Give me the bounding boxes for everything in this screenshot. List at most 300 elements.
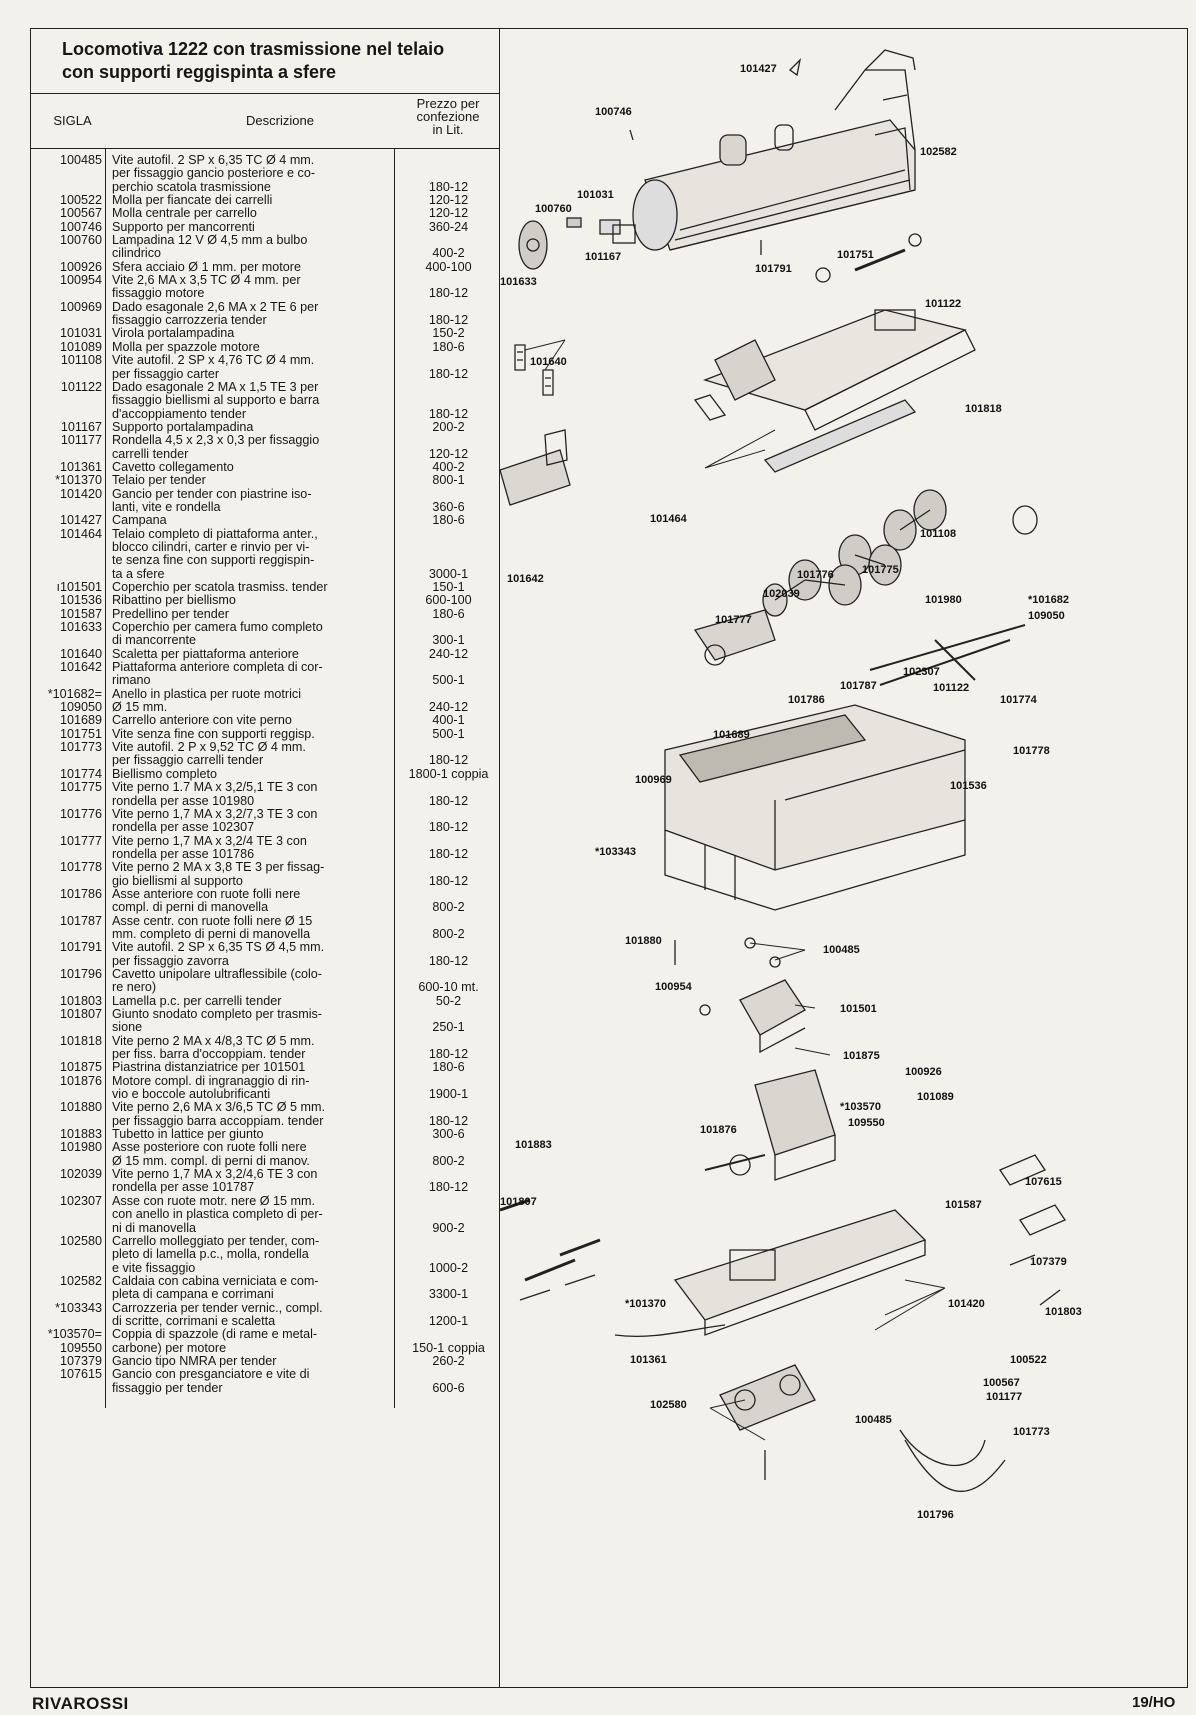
part-description bbox=[108, 514, 399, 527]
part-code bbox=[36, 1195, 108, 1235]
part-code-line: 100760 bbox=[59, 233, 102, 248]
label-100522: 100522 bbox=[1010, 1354, 1047, 1366]
label-100485-a: 100485 bbox=[823, 944, 860, 956]
table-row bbox=[36, 648, 498, 661]
description-line: Rondella 4,5 x 2,3 x 0,3 per fissaggio bbox=[112, 433, 320, 448]
label-101089: 101089 bbox=[917, 1091, 954, 1103]
part-price: 400-2 bbox=[432, 246, 465, 261]
description-line: Lampadina 12 V Ø 4,5 mm a bulbo bbox=[112, 233, 308, 248]
part-code-line: 100485 bbox=[59, 153, 102, 167]
part-price: 360-24 bbox=[428, 219, 469, 234]
part-price: 600-100 bbox=[425, 593, 472, 608]
part-price: 180-12 bbox=[428, 1180, 469, 1195]
label-101786: 101786 bbox=[788, 694, 825, 706]
description-line: per fissaggio zavorra bbox=[112, 953, 229, 968]
label-100567: 100567 bbox=[983, 1377, 1020, 1389]
part-description bbox=[108, 528, 399, 581]
description-line: ni di manovella bbox=[112, 1220, 197, 1235]
description-line: ta a sfere bbox=[112, 566, 165, 581]
part-description bbox=[108, 594, 399, 607]
part-code-line: 101122 bbox=[60, 379, 102, 394]
part-price: 500-1 bbox=[432, 726, 465, 741]
part-code-line: ı101501 bbox=[56, 580, 102, 594]
description-line: pleta di campana e corrimani bbox=[112, 1287, 274, 1302]
description-line: fissaggio carrozzeria tender bbox=[112, 313, 267, 328]
part-code bbox=[36, 1008, 108, 1035]
part-code bbox=[36, 221, 108, 234]
part-description bbox=[108, 461, 399, 474]
description-line: carbone) per motore bbox=[112, 1340, 227, 1355]
label-101536: 101536 bbox=[950, 780, 987, 792]
part-description bbox=[108, 1008, 399, 1035]
part-code-line: 101778 bbox=[59, 860, 102, 875]
description-line: blocco cilindri, carter e rinvio per vi- bbox=[112, 539, 310, 554]
label-101773: 101773 bbox=[1013, 1426, 1050, 1438]
description-line: Vite perno 1,7 MA x 3,2/7,3 TE 3 con bbox=[112, 806, 318, 821]
part-price: 300-6 bbox=[432, 1127, 465, 1142]
description-line: Ø 15 mm. bbox=[112, 700, 168, 715]
part-price: 180-12 bbox=[428, 873, 469, 888]
part-description bbox=[108, 835, 399, 862]
part-description bbox=[108, 1141, 399, 1168]
label-101791: 101791 bbox=[755, 263, 792, 275]
label-103570: *103570 bbox=[840, 1101, 881, 1113]
table-row bbox=[36, 461, 498, 474]
label-101122-a: 101122 bbox=[925, 298, 962, 310]
part-code bbox=[36, 781, 108, 808]
table-row bbox=[36, 381, 498, 421]
label-102039: 102039 bbox=[763, 588, 800, 600]
label-101818: 101818 bbox=[965, 403, 1002, 415]
part-code bbox=[36, 154, 108, 194]
table-row bbox=[36, 835, 498, 862]
part-code bbox=[36, 421, 108, 434]
description-line: lanti, vite e rondella bbox=[112, 499, 221, 514]
label-101464: 101464 bbox=[650, 513, 687, 525]
part-code-line: 107615 bbox=[59, 1367, 102, 1382]
part-code-line: 101803 bbox=[59, 993, 102, 1008]
part-code-line: 101875 bbox=[59, 1060, 102, 1075]
description-line: fissaggio per tender bbox=[112, 1380, 223, 1395]
part-code-line: 101089 bbox=[59, 339, 102, 354]
part-code-line: 101536 bbox=[59, 593, 102, 608]
description-line: fissaggio motore bbox=[112, 286, 205, 301]
label-101587: 101587 bbox=[945, 1199, 982, 1211]
part-code bbox=[36, 1355, 108, 1368]
table-row bbox=[36, 861, 498, 888]
part-code bbox=[36, 194, 108, 207]
table-row bbox=[36, 741, 498, 768]
column-header-prezzo bbox=[396, 97, 500, 136]
header-rule-top bbox=[30, 93, 500, 94]
part-description bbox=[108, 1128, 399, 1141]
table-row bbox=[36, 1008, 498, 1035]
part-description bbox=[108, 301, 399, 328]
table-row bbox=[36, 888, 498, 915]
part-code-line: 101775 bbox=[59, 780, 102, 795]
part-code bbox=[36, 234, 108, 261]
table-row bbox=[36, 1101, 498, 1128]
part-code bbox=[36, 1075, 108, 1102]
part-price: 180-6 bbox=[432, 1060, 465, 1075]
label-100926: 100926 bbox=[905, 1066, 942, 1078]
description-line: carrelli tender bbox=[112, 446, 189, 461]
part-description bbox=[108, 1101, 399, 1128]
table-row bbox=[36, 261, 498, 274]
part-description bbox=[108, 728, 399, 741]
label-101876: 101876 bbox=[700, 1124, 737, 1136]
label-100746: 100746 bbox=[595, 106, 632, 118]
part-description bbox=[108, 381, 399, 421]
part-code-line: 101786 bbox=[59, 886, 102, 901]
part-code bbox=[36, 688, 108, 715]
part-code-line: 102307 bbox=[59, 1193, 102, 1208]
part-code bbox=[36, 1328, 108, 1355]
part-price: 180-6 bbox=[432, 513, 465, 528]
description-line: Molla centrale per carrello bbox=[112, 206, 257, 221]
description-line: per fissaggio barra accoppiam. tender bbox=[112, 1113, 324, 1128]
part-code-line: 101773 bbox=[59, 740, 102, 755]
part-code-line: *103570= bbox=[47, 1327, 102, 1342]
description-line: Vite perno 1,7 MA x 3,2/4,6 TE 3 con bbox=[112, 1167, 318, 1182]
part-code bbox=[36, 261, 108, 274]
part-code bbox=[36, 381, 108, 421]
title-line-2: con supporti reggispinta a sfere bbox=[62, 62, 337, 82]
part-code-line: 101640 bbox=[59, 646, 102, 661]
title-line-1: Locomotiva 1222 con trasmissione nel telaio bbox=[62, 39, 445, 59]
description-line: Vite 2,6 MA x 3,5 TC Ø 4 mm. per bbox=[112, 273, 301, 288]
part-price: 120-12 bbox=[428, 193, 469, 208]
part-price: 180-12 bbox=[428, 286, 469, 301]
label-102580: 102580 bbox=[650, 1399, 687, 1411]
parts-table bbox=[36, 154, 498, 1395]
description-line: pleto di lamella p.c., molla, rondella bbox=[112, 1247, 309, 1262]
part-description bbox=[108, 274, 399, 301]
description-line: re nero) bbox=[112, 980, 157, 995]
description-line: per fissaggio carter bbox=[112, 366, 220, 381]
label-101122-b: 101122 bbox=[933, 682, 970, 694]
part-price: 300-1 bbox=[432, 633, 465, 648]
table-row bbox=[36, 968, 498, 995]
part-price: 180-12 bbox=[428, 753, 469, 768]
prezzo-line-1: Prezzo per bbox=[416, 96, 480, 111]
label-101640: 101640 bbox=[530, 356, 567, 368]
table-row bbox=[36, 1128, 498, 1141]
label-101880: 101880 bbox=[625, 935, 662, 947]
part-code bbox=[36, 648, 108, 661]
table-row bbox=[36, 1075, 498, 1102]
part-description bbox=[108, 1328, 399, 1355]
table-row bbox=[36, 621, 498, 648]
part-code bbox=[36, 835, 108, 862]
part-description bbox=[108, 421, 399, 434]
description-line: Campana bbox=[112, 513, 167, 528]
description-line: Telaio completo di piattaforma anter., bbox=[112, 526, 318, 541]
part-description bbox=[108, 608, 399, 621]
part-price: 400-100 bbox=[425, 259, 472, 274]
part-price: 800-1 bbox=[432, 473, 465, 488]
description-line: Sfera acciaio Ø 1 mm. per motore bbox=[112, 259, 301, 274]
label-109550: 109550 bbox=[848, 1117, 885, 1129]
part-price: 500-1 bbox=[432, 673, 465, 688]
part-code-line: 101427 bbox=[59, 513, 102, 528]
label-107615: 107615 bbox=[1025, 1176, 1062, 1188]
table-row bbox=[36, 234, 498, 261]
part-description bbox=[108, 1195, 399, 1235]
part-description bbox=[108, 621, 399, 648]
table-row bbox=[36, 1355, 498, 1368]
description-line: Dado esagonale 2 MA x 1,5 TE 3 per bbox=[112, 379, 319, 394]
part-description bbox=[108, 1168, 399, 1195]
part-description bbox=[108, 861, 399, 888]
part-code-line: 109550 bbox=[59, 1340, 102, 1355]
part-code bbox=[36, 995, 108, 1008]
part-code bbox=[36, 1368, 108, 1395]
table-row bbox=[36, 488, 498, 515]
part-code bbox=[36, 301, 108, 328]
page-title bbox=[62, 38, 492, 84]
part-code bbox=[36, 1275, 108, 1302]
description-line: Piattaforma anteriore completa di cor- bbox=[112, 660, 323, 675]
part-code bbox=[36, 581, 108, 594]
part-description bbox=[108, 194, 399, 207]
smokebox-cover-drawing bbox=[519, 221, 547, 269]
motor-cover-drawing bbox=[675, 938, 805, 1052]
label-101633: 101633 bbox=[500, 276, 537, 288]
description-line: sione bbox=[112, 1020, 143, 1035]
label-102307: 102307 bbox=[903, 666, 940, 678]
label-100760: 100760 bbox=[535, 203, 572, 215]
description-line: Asse anteriore con ruote folli nere bbox=[112, 886, 301, 901]
label-100485-b: 100485 bbox=[855, 1414, 892, 1426]
part-price: 1000-2 bbox=[428, 1260, 469, 1275]
table-row bbox=[36, 207, 498, 220]
part-price: 250-1 bbox=[432, 1020, 465, 1035]
wheelsets-drawing bbox=[763, 490, 1037, 616]
table-row bbox=[36, 781, 498, 808]
description-line: rondella per asse 102307 bbox=[112, 820, 255, 835]
part-code-line: 101876 bbox=[59, 1073, 102, 1088]
description-line: rondella per asse 101787 bbox=[112, 1180, 255, 1195]
part-code-line: 101807 bbox=[59, 1007, 102, 1021]
part-price: 180-12 bbox=[428, 366, 469, 381]
part-price: 180-6 bbox=[432, 339, 465, 354]
part-code bbox=[36, 474, 108, 487]
label-100969: 100969 bbox=[635, 774, 672, 786]
part-description bbox=[108, 1075, 399, 1102]
description-line: Molla per spazzole motore bbox=[112, 339, 260, 354]
part-description bbox=[108, 221, 399, 234]
part-description bbox=[108, 995, 399, 1008]
label-101682: *101682 bbox=[1028, 594, 1069, 606]
part-description bbox=[108, 648, 399, 661]
part-code-line: 101774 bbox=[59, 766, 102, 781]
part-code-line: 101796 bbox=[59, 966, 102, 981]
table-row bbox=[36, 995, 498, 1008]
part-price: 180-12 bbox=[428, 1113, 469, 1128]
label-101108: 101108 bbox=[920, 528, 957, 540]
part-description bbox=[108, 488, 399, 515]
part-description bbox=[108, 1275, 399, 1302]
description-line: rondella per asse 101786 bbox=[112, 846, 255, 861]
table-row bbox=[36, 1368, 498, 1395]
part-price: 150-1 coppia bbox=[412, 1340, 485, 1355]
part-code-line: 101108 bbox=[60, 353, 102, 368]
part-code-line: 101787 bbox=[59, 913, 102, 928]
description-line: Vite perno 1,7 MA x 3,2/4 TE 3 con bbox=[112, 833, 307, 848]
part-code-line: 101791 bbox=[59, 940, 102, 955]
part-price: 360-6 bbox=[432, 499, 465, 514]
part-price: 180-12 bbox=[428, 793, 469, 808]
description-line: cilindrico bbox=[112, 246, 161, 261]
description-line: Vite senza fine con supporti reggisp. bbox=[112, 726, 315, 741]
label-101803: 101803 bbox=[1045, 1306, 1082, 1318]
part-code bbox=[36, 768, 108, 781]
part-code-line: 101642 bbox=[59, 660, 102, 675]
description-line: d'accoppiamento tender bbox=[112, 406, 247, 421]
description-line: Virola portalampadina bbox=[112, 326, 235, 341]
part-code bbox=[36, 1141, 108, 1168]
part-code-line: 101420 bbox=[59, 486, 102, 501]
table-row bbox=[36, 1195, 498, 1235]
table-row bbox=[36, 688, 498, 715]
table-row bbox=[36, 421, 498, 434]
description-line: di mancorrente bbox=[112, 633, 196, 648]
part-code-line: 101167 bbox=[60, 419, 102, 434]
table-row bbox=[36, 1235, 498, 1275]
description-line: Cavetto collegamento bbox=[112, 459, 234, 474]
part-code-line: *101682= bbox=[47, 686, 102, 701]
part-description bbox=[108, 581, 399, 594]
part-description bbox=[108, 1061, 399, 1074]
part-description bbox=[108, 915, 399, 942]
part-price: 180-6 bbox=[432, 606, 465, 621]
part-code bbox=[36, 941, 108, 968]
part-code bbox=[36, 888, 108, 915]
description-line: vio e boccole autolubrificanti bbox=[112, 1087, 271, 1102]
part-price: 150-2 bbox=[432, 326, 465, 341]
label-101807: 101807 bbox=[500, 1196, 537, 1208]
label-101689: 101689 bbox=[713, 729, 750, 741]
description-line: Supporto portalampadina bbox=[112, 419, 254, 434]
part-code-line: 101361 bbox=[59, 459, 102, 474]
column-header-sigla: SIGLA bbox=[53, 113, 92, 128]
description-line: Cavetto unipolare ultraflessibile (colo- bbox=[112, 966, 322, 981]
part-code bbox=[36, 434, 108, 461]
table-row bbox=[36, 1035, 498, 1062]
part-description bbox=[108, 474, 399, 487]
description-line: Asse centr. con ruote folli nere Ø 15 bbox=[112, 913, 313, 928]
description-line: Vite perno 2 MA x 4/8,3 TC Ø 5 mm. bbox=[112, 1033, 315, 1048]
part-description bbox=[108, 968, 399, 995]
table-row bbox=[36, 221, 498, 234]
part-code bbox=[36, 1168, 108, 1195]
brand-name: RIVAROSSI bbox=[32, 1694, 129, 1713]
part-description bbox=[108, 1368, 399, 1395]
part-price: 50-2 bbox=[435, 993, 462, 1008]
label-101776: 101776 bbox=[797, 569, 834, 581]
part-price: 180-12 bbox=[428, 953, 469, 968]
description-line: Dado esagonale 2,6 MA x 2 TE 6 per bbox=[112, 299, 319, 314]
description-line: Gancio tipo NMRA per tender bbox=[112, 1353, 277, 1368]
part-code bbox=[36, 861, 108, 888]
table-row bbox=[36, 301, 498, 328]
part-code bbox=[36, 528, 108, 581]
table-row bbox=[36, 1275, 498, 1302]
part-price: 120-12 bbox=[428, 206, 469, 221]
part-description bbox=[108, 1302, 399, 1329]
description-line: Carrello anteriore con vite perno bbox=[112, 713, 292, 728]
part-description bbox=[108, 714, 399, 727]
part-price: 800-2 bbox=[432, 1153, 465, 1168]
description-line: rondella per asse 101980 bbox=[112, 793, 255, 808]
label-101796: 101796 bbox=[917, 1509, 954, 1521]
part-code-line: 101177 bbox=[60, 433, 102, 448]
label-101778: 101778 bbox=[1013, 745, 1050, 757]
ladders-platform-drawing bbox=[500, 345, 570, 505]
label-101777: 101777 bbox=[715, 614, 752, 626]
part-code bbox=[36, 274, 108, 301]
part-code bbox=[36, 1035, 108, 1062]
part-price: 180-12 bbox=[428, 406, 469, 421]
part-description bbox=[108, 327, 399, 340]
part-code bbox=[36, 461, 108, 474]
label-101420: 101420 bbox=[948, 1298, 985, 1310]
part-description bbox=[108, 661, 399, 688]
description-line: Anello in plastica per ruote motrici bbox=[112, 686, 301, 701]
table-row bbox=[36, 768, 498, 781]
table-row bbox=[36, 594, 498, 607]
description-line: per fissaggio carrelli tender bbox=[112, 753, 264, 768]
part-code-line: 100522 bbox=[59, 193, 102, 208]
part-price: 1200-1 bbox=[428, 1313, 469, 1328]
description-line: gio biellismi al supporto bbox=[112, 873, 243, 888]
description-line: compl. di perni di manovella bbox=[112, 900, 269, 915]
part-description bbox=[108, 234, 399, 261]
part-code bbox=[36, 1128, 108, 1141]
part-code-line: 101980 bbox=[59, 1140, 102, 1155]
description-line: Gancio per tender con piastrine iso- bbox=[112, 486, 312, 501]
description-line: Vite autofil. 2 SP x 6,35 TC Ø 4 mm. bbox=[112, 153, 315, 167]
part-code bbox=[36, 207, 108, 220]
description-line: Carrello molleggiato per tender, com- bbox=[112, 1233, 320, 1248]
label-101370: *101370 bbox=[625, 1298, 666, 1310]
part-code-line: 101751 bbox=[59, 726, 102, 741]
description-line: Giunto snodato completo per trasmis- bbox=[112, 1007, 322, 1021]
part-price: 240-12 bbox=[428, 646, 469, 661]
part-code bbox=[36, 1235, 108, 1275]
description-line: Caldaia con cabina verniciata e com- bbox=[112, 1273, 319, 1288]
part-price: 1900-1 bbox=[428, 1087, 469, 1102]
label-107379: 107379 bbox=[1030, 1256, 1067, 1268]
part-description bbox=[108, 434, 399, 461]
part-code-line: 101633 bbox=[59, 620, 102, 635]
part-price: 1800-1 coppia bbox=[408, 766, 489, 781]
part-price: 180-12 bbox=[428, 313, 469, 328]
table-row bbox=[36, 661, 498, 688]
column-header-descrizione: Descrizione bbox=[246, 113, 314, 128]
description-line: Vite autofil. 2 SP x 6,35 TS Ø 4,5 mm. bbox=[112, 940, 325, 955]
tender-frame-drawing bbox=[675, 1210, 925, 1335]
part-code bbox=[36, 1061, 108, 1074]
part-code bbox=[36, 514, 108, 527]
description-line: Scaletta per piattaforma anteriore bbox=[112, 646, 299, 661]
description-line: fissaggio biellismi al supporto e barra bbox=[112, 393, 320, 408]
label-101501: 101501 bbox=[840, 1003, 877, 1015]
description-line: rimano bbox=[112, 673, 151, 688]
part-code-line: 109050 bbox=[59, 700, 102, 715]
description-line: per fiss. barra d'occoppiam. tender bbox=[112, 1047, 306, 1062]
